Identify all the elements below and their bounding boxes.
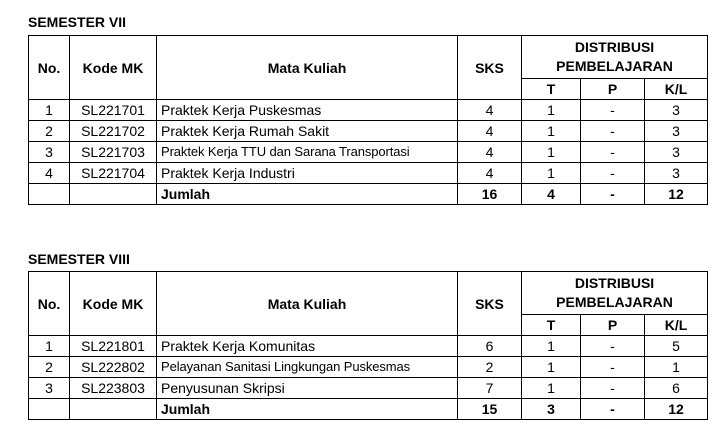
cell-total-kl: 12 bbox=[645, 184, 708, 205]
cell-total-kl: 12 bbox=[645, 399, 708, 420]
header-distribusi-pembelajaran bbox=[522, 272, 708, 315]
cell-mata-kuliah: Praktek Kerja Industri bbox=[157, 163, 458, 184]
cell-sks: 6 bbox=[458, 336, 522, 357]
cell-kl: 3 bbox=[645, 121, 708, 142]
cell-no: 1 bbox=[29, 100, 70, 121]
semester-viii-title: SEMESTER VIII bbox=[28, 251, 130, 267]
header-sks: SKS bbox=[458, 36, 522, 100]
header-t: T bbox=[522, 315, 581, 336]
header-mata-kuliah: Mata Kuliah bbox=[157, 272, 458, 336]
cell-t: 1 bbox=[522, 121, 581, 142]
cell-jumlah-label: Jumlah bbox=[157, 399, 458, 420]
cell-t: 1 bbox=[522, 142, 581, 163]
cell-p: - bbox=[581, 378, 645, 399]
cell-mata-kuliah: Pelayanan Sanitasi Lingkungan Puskesmas bbox=[157, 357, 458, 378]
header-sks: SKS bbox=[458, 272, 522, 336]
cell-sks: 2 bbox=[458, 357, 522, 378]
cell-total-sks: 15 bbox=[458, 399, 522, 420]
header-distribusi-pembelajaran bbox=[522, 36, 708, 79]
header-no: No. bbox=[29, 272, 70, 336]
cell-jumlah-label: Jumlah bbox=[157, 184, 458, 205]
header-kl: K/L bbox=[645, 79, 708, 100]
cell-mata-kuliah: Praktek Kerja Rumah Sakit bbox=[157, 121, 458, 142]
cell-p: - bbox=[581, 100, 645, 121]
table-row bbox=[29, 100, 708, 121]
cell-mata-kuliah: Penyusunan Skripsi bbox=[157, 378, 458, 399]
cell-no: 4 bbox=[29, 163, 70, 184]
cell-kl: 3 bbox=[645, 163, 708, 184]
cell-kl: 1 bbox=[645, 357, 708, 378]
header-distribusi: DISTRIBUSI bbox=[574, 275, 655, 291]
header-p: P bbox=[581, 79, 645, 100]
header-p: P bbox=[581, 315, 645, 336]
cell-p: - bbox=[581, 163, 645, 184]
cell-no: 2 bbox=[29, 357, 70, 378]
cell-sks: 4 bbox=[458, 121, 522, 142]
cell-no: 1 bbox=[29, 336, 70, 357]
header-pembelajaran: PEMBELAJARAN bbox=[556, 58, 673, 74]
header-distribusi: DISTRIBUSI bbox=[574, 39, 655, 55]
header-kode-mk: Kode MK bbox=[70, 36, 157, 100]
header-pembelajaran: PEMBELAJARAN bbox=[556, 294, 673, 310]
cell-t: 1 bbox=[522, 357, 581, 378]
cell-sks: 4 bbox=[458, 142, 522, 163]
cell-empty bbox=[29, 399, 70, 420]
cell-no: 2 bbox=[29, 121, 70, 142]
cell-kode: SL221703 bbox=[70, 142, 157, 163]
total-row bbox=[29, 184, 708, 205]
header-mata-kuliah: Mata Kuliah bbox=[157, 36, 458, 100]
cell-kode: SL221701 bbox=[70, 100, 157, 121]
cell-kode: SL221704 bbox=[70, 163, 157, 184]
cell-total-t: 3 bbox=[522, 399, 581, 420]
total-row bbox=[29, 399, 708, 420]
semester-viii-table bbox=[28, 271, 708, 420]
table-row bbox=[29, 336, 708, 357]
cell-p: - bbox=[581, 121, 645, 142]
cell-mata-kuliah: Praktek Kerja Puskesmas bbox=[157, 100, 458, 121]
cell-no: 3 bbox=[29, 142, 70, 163]
semester-vii-table bbox=[28, 35, 708, 205]
cell-kl: 5 bbox=[645, 336, 708, 357]
table-row bbox=[29, 357, 708, 378]
cell-p: - bbox=[581, 357, 645, 378]
table-row bbox=[29, 121, 708, 142]
table-row bbox=[29, 163, 708, 184]
cell-p: - bbox=[581, 336, 645, 357]
cell-t: 1 bbox=[522, 100, 581, 121]
table-row bbox=[29, 378, 708, 399]
cell-t: 1 bbox=[522, 163, 581, 184]
cell-sks: 7 bbox=[458, 378, 522, 399]
cell-kl: 3 bbox=[645, 142, 708, 163]
cell-t: 1 bbox=[522, 378, 581, 399]
semester-vii-title: SEMESTER VII bbox=[28, 14, 127, 30]
cell-sks: 4 bbox=[458, 100, 522, 121]
cell-total-sks: 16 bbox=[458, 184, 522, 205]
cell-total-p: - bbox=[581, 399, 645, 420]
cell-mata-kuliah: Praktek Kerja TTU dan Sarana Transportasi bbox=[157, 142, 458, 163]
header-kode-mk: Kode MK bbox=[70, 272, 157, 336]
cell-kl: 6 bbox=[645, 378, 708, 399]
cell-kode: SL223803 bbox=[70, 378, 157, 399]
cell-mata-kuliah: Praktek Kerja Komunitas bbox=[157, 336, 458, 357]
cell-empty bbox=[70, 399, 157, 420]
cell-kode: SL221801 bbox=[70, 336, 157, 357]
table-row bbox=[29, 142, 708, 163]
cell-total-p: - bbox=[581, 184, 645, 205]
header-kl: K/L bbox=[645, 315, 708, 336]
header-no: No. bbox=[29, 36, 70, 100]
cell-kode: SL221702 bbox=[70, 121, 157, 142]
cell-kode: SL222802 bbox=[70, 357, 157, 378]
cell-sks: 4 bbox=[458, 163, 522, 184]
cell-no: 3 bbox=[29, 378, 70, 399]
cell-empty bbox=[70, 184, 157, 205]
cell-total-t: 4 bbox=[522, 184, 581, 205]
cell-kl: 3 bbox=[645, 100, 708, 121]
header-t: T bbox=[522, 79, 581, 100]
cell-p: - bbox=[581, 142, 645, 163]
cell-t: 1 bbox=[522, 336, 581, 357]
cell-empty bbox=[29, 184, 70, 205]
